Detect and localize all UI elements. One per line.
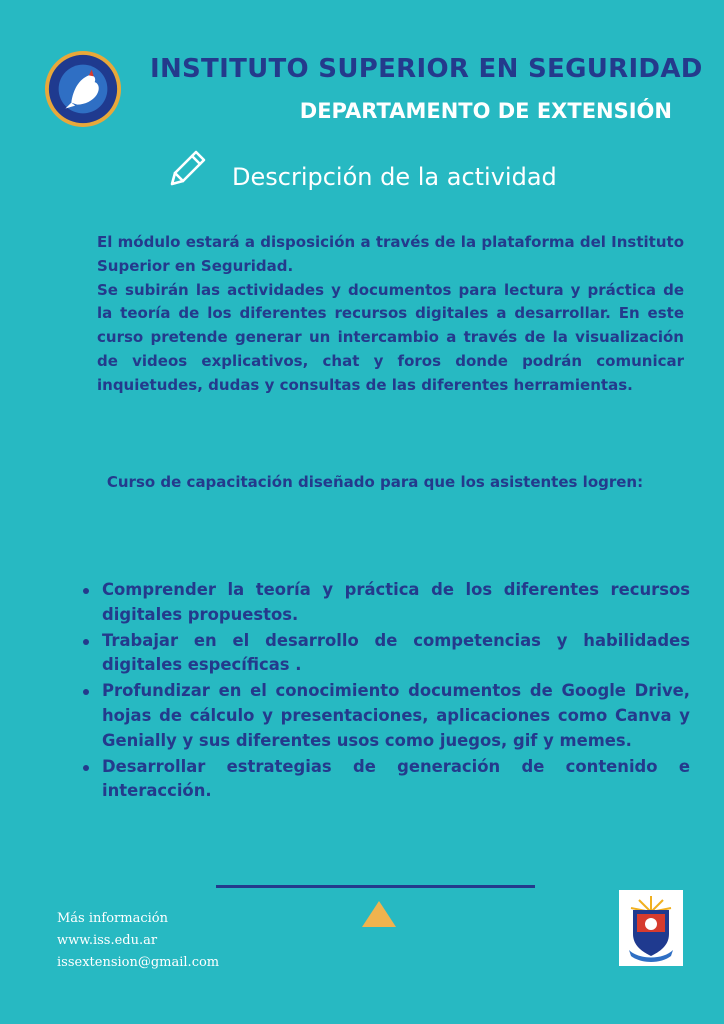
goal-item: Profundizar en el conocimiento documentos de Google Drive, hojas de cálculo y presentaciones, aplicaciones como Canva y Genially y sus diferentes usos como juegos, gif y memes. bbox=[102, 679, 690, 753]
footer-contact bbox=[57, 908, 219, 974]
goal-item: Comprender la teoría y práctica de los diferentes recursos digitales propuestos. bbox=[102, 578, 690, 627]
triangle-icon bbox=[362, 901, 396, 927]
divider bbox=[216, 885, 535, 888]
shield-crest-logo bbox=[619, 890, 683, 966]
goal-item: Desarrollar estrategias de generación de contenido e interacción. bbox=[102, 755, 690, 804]
activity-description bbox=[97, 231, 684, 398]
department-subtitle: DEPARTAMENTO DE EXTENSIÓN bbox=[299, 99, 672, 123]
goals-list bbox=[102, 578, 690, 805]
email-link[interactable]: issextension@gmail.com bbox=[57, 955, 220, 970]
goals-intro: Curso de capacitación diseñado para que los asistentes logren: bbox=[106, 473, 644, 491]
section-title: Descripción de la actividad bbox=[232, 163, 557, 191]
description-paragraph: El módulo estará a disposición a través de la plataforma del Instituto Superior en Seguridad. bbox=[97, 233, 684, 275]
institute-title: INSTITUTO SUPERIOR EN SEGURIDAD bbox=[150, 54, 703, 84]
description-paragraph: Se subirán las actividades y documentos para lectura y práctica de la teoría de los diferentes recursos digitales a desarrollar. En este curso pretende generar un intercambio a través de la visualización de videos explicativos, chat y foros donde podrán comunicar inquietudes, dudas y consultas de las diferentes herramientas. bbox=[97, 280, 684, 394]
website-link[interactable]: www.iss.edu.ar bbox=[57, 933, 158, 948]
institute-emblem-logo bbox=[44, 50, 122, 128]
goal-item: Trabajar en el desarrollo de competencias y habilidades digitales específicas . bbox=[102, 629, 690, 678]
more-info-label: Más información bbox=[57, 911, 168, 926]
pencil-icon bbox=[164, 146, 210, 192]
shield-crest-icon bbox=[619, 890, 683, 966]
